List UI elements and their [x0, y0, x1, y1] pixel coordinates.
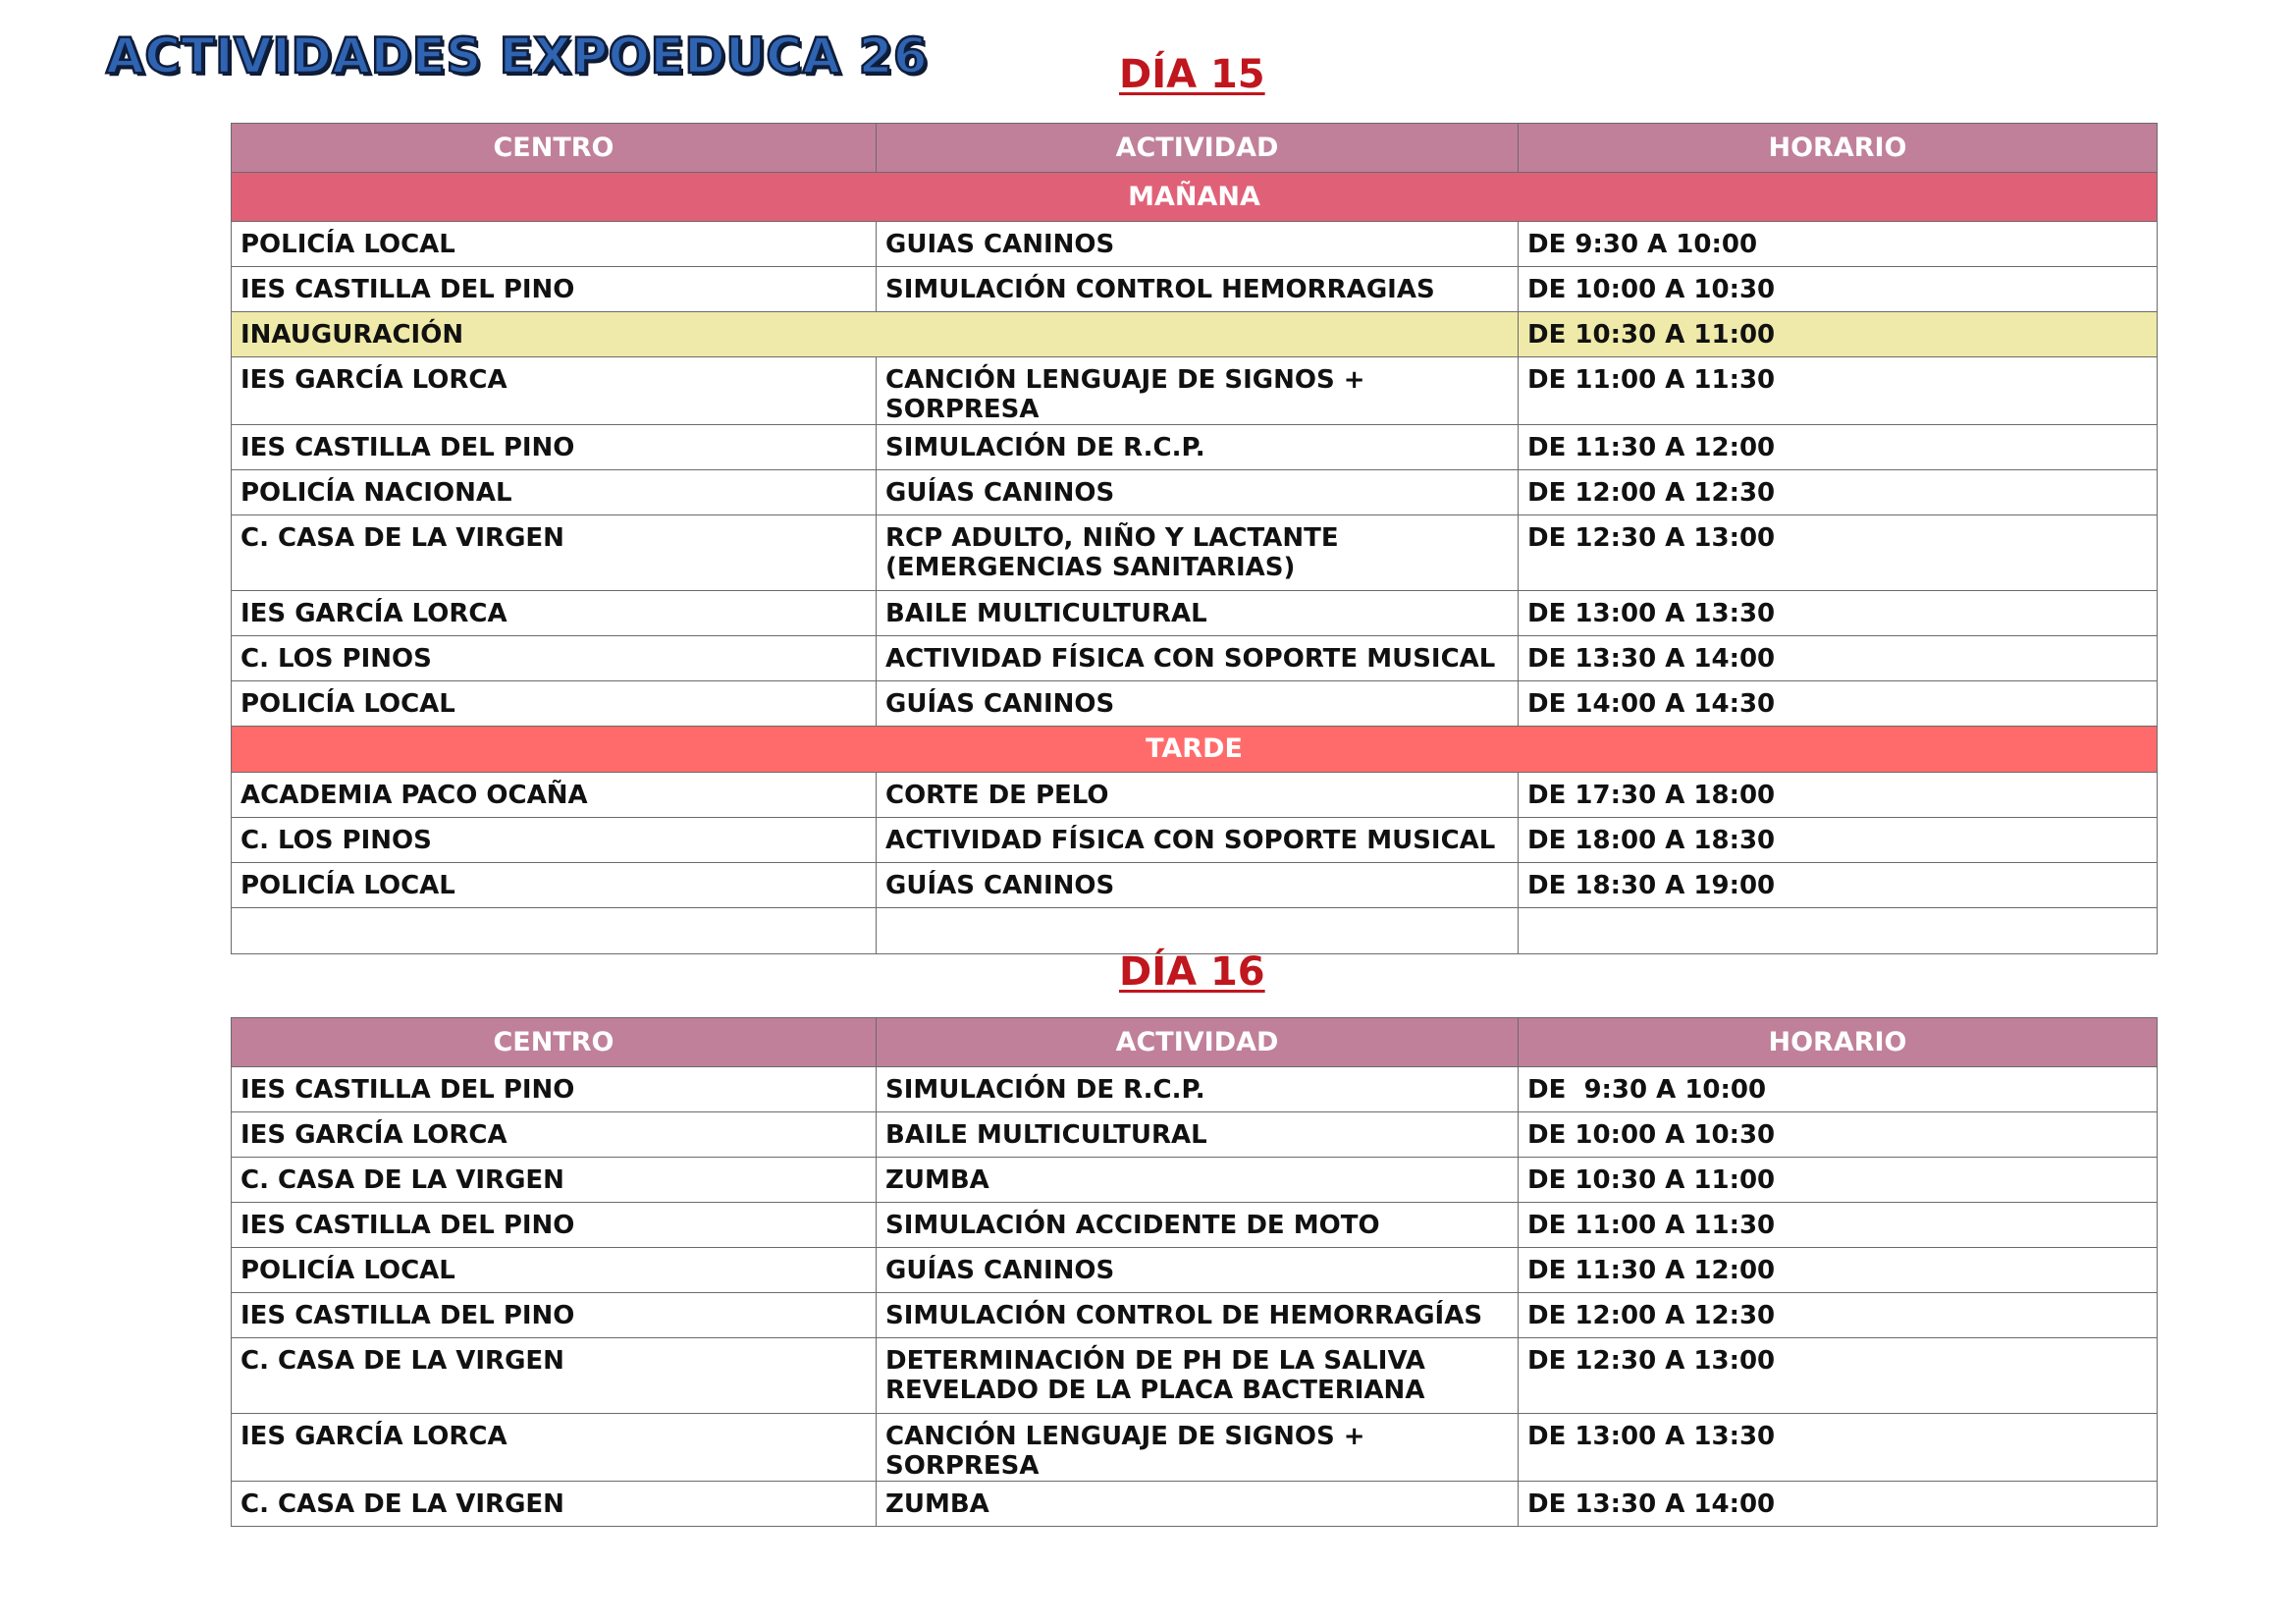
- day-16-title: DÍA 16: [1119, 949, 1265, 995]
- table-row: [232, 1158, 2158, 1203]
- cell-actividad: CORTE DE PELO: [877, 773, 1519, 818]
- table-row: [232, 1414, 2158, 1482]
- cell-centro: IES GARCÍA LORCA: [232, 1414, 877, 1482]
- cell-horario: DE 14:00 A 14:30: [1519, 681, 2158, 727]
- cell-horario: DE 13:30 A 14:00: [1519, 1482, 2158, 1527]
- table-row: [232, 818, 2158, 863]
- cell-horario: DE 11:30 A 12:00: [1519, 1248, 2158, 1293]
- cell-horario: DE 10:30 A 11:00: [1519, 312, 2158, 357]
- table-row: [232, 357, 2158, 425]
- cell-actividad: CANCIÓN LENGUAJE DE SIGNOS + SORPRESA: [877, 1414, 1519, 1482]
- day-16-schedule-table: [231, 1017, 2158, 1527]
- cell-horario: DE 10:00 A 10:30: [1519, 267, 2158, 312]
- cell-horario: DE 12:30 A 13:00: [1519, 515, 2158, 591]
- cell-horario: DE 11:00 A 11:30: [1519, 1203, 2158, 1248]
- cell-horario: DE 12:30 A 13:00: [1519, 1338, 2158, 1414]
- cell-actividad: ACTIVIDAD FÍSICA CON SOPORTE MUSICAL: [877, 636, 1519, 681]
- cell-actividad: SIMULACIÓN DE R.C.P.: [877, 1067, 1519, 1112]
- cell-horario: DE 12:00 A 12:30: [1519, 1293, 2158, 1338]
- cell-centro: C. CASA DE LA VIRGEN: [232, 515, 877, 591]
- cell-centro: IES CASTILLA DEL PINO: [232, 1067, 877, 1112]
- day-15-schedule-table: [231, 123, 2158, 954]
- cell-horario: DE 11:00 A 11:30: [1519, 357, 2158, 425]
- cell-centro: IES CASTILLA DEL PINO: [232, 1293, 877, 1338]
- cell-centro: ACADEMIA PACO OCAÑA: [232, 773, 877, 818]
- table-row-inauguracion: [232, 312, 2158, 357]
- table-row: [232, 1248, 2158, 1293]
- cell-centro: POLICÍA LOCAL: [232, 222, 877, 267]
- section-label-manana: MAÑANA: [232, 173, 2158, 222]
- page-title: ACTIVIDADES EXPOEDUCA 26: [106, 27, 929, 84]
- cell-centro: C. LOS PINOS: [232, 636, 877, 681]
- table-header-row: [232, 124, 2158, 173]
- cell-actividad: ZUMBA: [877, 1158, 1519, 1203]
- table-row: [232, 1203, 2158, 1248]
- table-row: [232, 470, 2158, 515]
- cell-centro: IES GARCÍA LORCA: [232, 591, 877, 636]
- cell-actividad: ZUMBA: [877, 1482, 1519, 1527]
- cell-centro: IES CASTILLA DEL PINO: [232, 1203, 877, 1248]
- cell-centro: INAUGURACIÓN: [232, 312, 1519, 357]
- cell-actividad: RCP ADULTO, NIÑO Y LACTANTE (EMERGENCIAS SANITARIAS): [877, 515, 1519, 591]
- table-row: [232, 636, 2158, 681]
- cell-actividad: DETERMINACIÓN DE PH DE LA SALIVA REVELADO DE LA PLACA BACTERIANA: [877, 1338, 1519, 1414]
- cell-actividad: BAILE MULTICULTURAL: [877, 1112, 1519, 1158]
- day-15-title: DÍA 15: [1119, 52, 1265, 97]
- table-row: [232, 1067, 2158, 1112]
- table-row: [232, 1112, 2158, 1158]
- cell-horario: DE 10:00 A 10:30: [1519, 1112, 2158, 1158]
- table-row: [232, 681, 2158, 727]
- section-label-tarde: TARDE: [232, 727, 2158, 773]
- cell-horario: DE 18:00 A 18:30: [1519, 818, 2158, 863]
- table-row-empty: [232, 908, 2158, 954]
- cell-actividad: SIMULACIÓN CONTROL HEMORRAGIAS: [877, 267, 1519, 312]
- cell-actividad: GUIAS CANINOS: [877, 222, 1519, 267]
- cell-centro: POLICÍA LOCAL: [232, 681, 877, 727]
- cell-horario: DE 12:00 A 12:30: [1519, 470, 2158, 515]
- cell-actividad: [877, 908, 1519, 954]
- cell-centro: POLICÍA NACIONAL: [232, 470, 877, 515]
- cell-horario: DE 9:30 A 10:00: [1519, 1067, 2158, 1112]
- cell-centro: C. LOS PINOS: [232, 818, 877, 863]
- cell-horario: DE 13:00 A 13:30: [1519, 1414, 2158, 1482]
- table-row: [232, 1293, 2158, 1338]
- cell-actividad: GUÍAS CANINOS: [877, 470, 1519, 515]
- table-row: [232, 773, 2158, 818]
- cell-horario: DE 13:30 A 14:00: [1519, 636, 2158, 681]
- table-row: [232, 591, 2158, 636]
- cell-centro: C. CASA DE LA VIRGEN: [232, 1338, 877, 1414]
- table-header-row: [232, 1018, 2158, 1067]
- table-row: [232, 515, 2158, 591]
- cell-centro: IES CASTILLA DEL PINO: [232, 267, 877, 312]
- section-row-tarde: [232, 727, 2158, 773]
- table-row: [232, 267, 2158, 312]
- section-row-manana: [232, 173, 2158, 222]
- cell-horario: DE 13:00 A 13:30: [1519, 591, 2158, 636]
- cell-horario: DE 10:30 A 11:00: [1519, 1158, 2158, 1203]
- column-header-centro: CENTRO: [232, 124, 877, 173]
- cell-actividad: BAILE MULTICULTURAL: [877, 591, 1519, 636]
- cell-actividad: GUÍAS CANINOS: [877, 863, 1519, 908]
- column-header-actividad: ACTIVIDAD: [877, 124, 1519, 173]
- cell-actividad: SIMULACIÓN CONTROL DE HEMORRAGÍAS: [877, 1293, 1519, 1338]
- cell-actividad: GUÍAS CANINOS: [877, 681, 1519, 727]
- table-row: [232, 863, 2158, 908]
- cell-centro: C. CASA DE LA VIRGEN: [232, 1158, 877, 1203]
- cell-horario: [1519, 908, 2158, 954]
- cell-actividad: ACTIVIDAD FÍSICA CON SOPORTE MUSICAL: [877, 818, 1519, 863]
- cell-centro: C. CASA DE LA VIRGEN: [232, 1482, 877, 1527]
- cell-actividad: SIMULACIÓN DE R.C.P.: [877, 425, 1519, 470]
- cell-centro: IES GARCÍA LORCA: [232, 1112, 877, 1158]
- cell-horario: DE 18:30 A 19:00: [1519, 863, 2158, 908]
- table-row: [232, 425, 2158, 470]
- cell-actividad: GUÍAS CANINOS: [877, 1248, 1519, 1293]
- table-row: [232, 222, 2158, 267]
- cell-horario: DE 17:30 A 18:00: [1519, 773, 2158, 818]
- cell-actividad: SIMULACIÓN ACCIDENTE DE MOTO: [877, 1203, 1519, 1248]
- cell-centro: [232, 908, 877, 954]
- column-header-horario: HORARIO: [1519, 1018, 2158, 1067]
- cell-horario: DE 9:30 A 10:00: [1519, 222, 2158, 267]
- cell-centro: POLICÍA LOCAL: [232, 863, 877, 908]
- cell-actividad: CANCIÓN LENGUAJE DE SIGNOS + SORPRESA: [877, 357, 1519, 425]
- column-header-horario: HORARIO: [1519, 124, 2158, 173]
- cell-centro: IES GARCÍA LORCA: [232, 357, 877, 425]
- cell-centro: IES CASTILLA DEL PINO: [232, 425, 877, 470]
- table-row: [232, 1338, 2158, 1414]
- column-header-actividad: ACTIVIDAD: [877, 1018, 1519, 1067]
- column-header-centro: CENTRO: [232, 1018, 877, 1067]
- cell-horario: DE 11:30 A 12:00: [1519, 425, 2158, 470]
- cell-centro: POLICÍA LOCAL: [232, 1248, 877, 1293]
- table-row: [232, 1482, 2158, 1527]
